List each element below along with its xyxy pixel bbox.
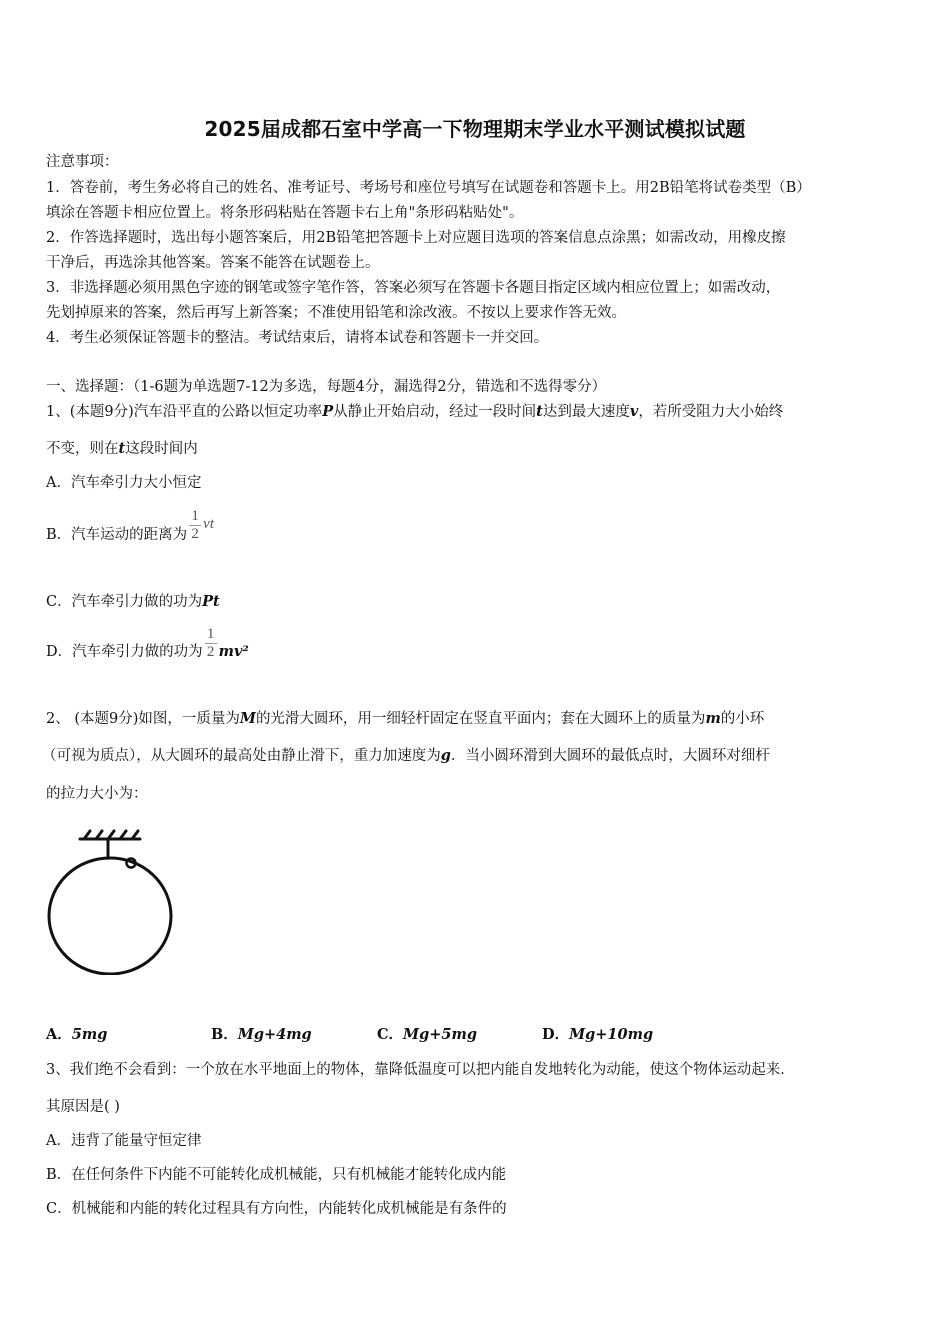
- fraction-half: $\frac{1}{2}$: [189, 508, 201, 543]
- q2-stem-line1: 2、 (本题9分)如图，一质量为M的光滑大圆环，用一细轻杆固定在竖直平面内；套在大圆环上的质量为m的小环: [46, 710, 765, 727]
- q1-stem-line1: 1、(本题9分)汽车沿平直的公路以恒定功率P从静止开始启动，经过一段时间t达到最大速度v，若所受阻力大小始终: [46, 403, 784, 420]
- notice-line: 3．非选择题必须用黑色字迹的钢笔或签字笔作答，答案必须写在答题卡各题目指定区域内相应位置上；如需改动，: [46, 280, 781, 296]
- q2-stem-line2: （可视为质点），从大圆环的最高处由静止滑下，重力加速度为g．当小圆环滑到大圆环的最低点时，大圆环对细杆: [42, 747, 770, 764]
- q3-stem-line2: 其原因是( ): [46, 1099, 120, 1115]
- large-ring: [49, 858, 171, 974]
- q1-option-b: B．汽车运动的距离为 $\frac{1}{2}$ vt: [46, 508, 214, 543]
- q3-option-b: B．在任何条件下内能不可能转化成机械能，只有机械能才能转化成内能: [46, 1167, 507, 1183]
- q2-option-c: C．Mg+5mg: [377, 1026, 477, 1043]
- page-title: 2025届成都石室中学高一下物理期末学业水平测试模拟试题: [204, 117, 746, 141]
- q2-option-d: D．Mg+10mg: [542, 1026, 654, 1043]
- fraction-half: $\frac{1}{2}$: [205, 626, 217, 661]
- q2-option-b: B．Mg+4mg: [211, 1026, 312, 1043]
- q2-stem-line3: 的拉力大小为：: [46, 786, 148, 802]
- notice-line: 填涂在答题卡相应位置上。将条形码粘贴在答题卡右上角"条形码粘贴处"。: [46, 205, 524, 221]
- q1-option-d: D．汽车牵引力做的功为 $\frac{1}{2}$ mv²: [46, 626, 249, 660]
- notice-line: 先划掉原来的答案，然后再写上新答案；不准使用铅笔和涂改液。不按以上要求作答无效。: [46, 305, 626, 321]
- notice-line: 干净后，再选涂其他答案。答案不能答在试题卷上。: [46, 255, 380, 271]
- notice-line: 1．答卷前，考生务必将自己的姓名、准考证号、考场号和座位号填写在试题卷和答题卡上。用2B铅笔将试卷类型（B）: [46, 180, 811, 196]
- q3-option-c: C．机械能和内能的转化过程具有方向性，内能转化成机械能是有条件的: [46, 1201, 507, 1217]
- q3-stem-line1: 3、我们绝不会看到：一个放在水平地面上的物体，靠降低温度可以把内能自发地转化为动能，使这个物体运动起来．: [46, 1062, 795, 1078]
- section-heading: 一、选择题：（1-6题为单选题7-12为多选，每题4分，漏选得2分，错选和不选得零分）: [46, 379, 607, 395]
- q2-option-a: A．5mg: [46, 1026, 108, 1043]
- q1-stem-line2: 不变，则在t这段时间内: [46, 440, 198, 457]
- q3-option-a: A．违背了能量守恒定律: [46, 1133, 202, 1149]
- notice-line: 4．考生必须保证答题卡的整洁。考试结束后，请将本试卷和答题卡一并交回。: [46, 330, 549, 346]
- notice-line: 2．作答选择题时，选出每小题答案后，用2B铅笔把答题卡上对应题目选项的答案信息点涂黑；如需改动，用橡皮擦: [46, 230, 786, 246]
- notice-heading: 注意事项：: [46, 154, 119, 170]
- q1-option-c: C．汽车牵引力做的功为Pt: [46, 593, 220, 610]
- q1-option-a: A．汽车牵引力大小恒定: [46, 475, 202, 491]
- ring-on-rod-figure: [40, 825, 190, 975]
